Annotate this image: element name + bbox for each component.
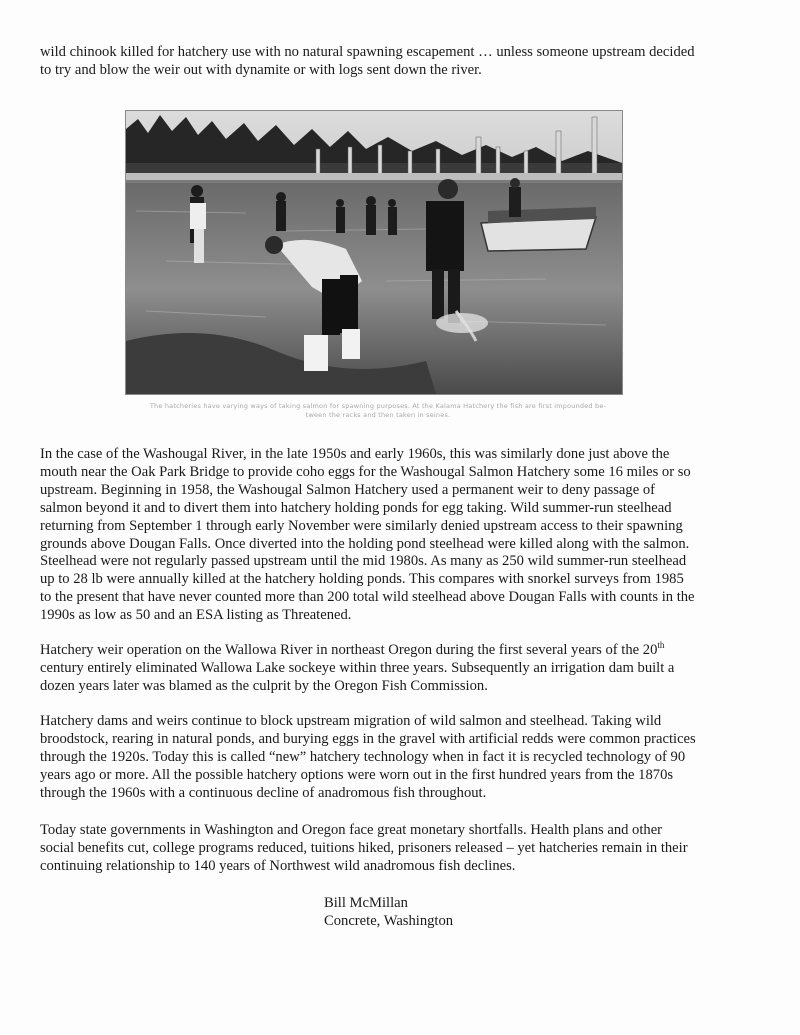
superscript: th <box>657 640 665 651</box>
text-line: to try and blow the weir out with dynamite or with logs sent down the river. <box>40 61 482 78</box>
text-line: dozen years later was blamed as the culprit by the Oregon Fish Commission. <box>40 677 488 694</box>
text-line: 1990s as low as 50 and an ESA listing as Threatened. <box>40 607 352 624</box>
text-line: In the case of the Washougal River, in the late 1950s and early 1960s, this was similarly done just above the <box>40 446 670 462</box>
text-line: years ago or more. All the possible hatchery options were worn out in the first hundred years from the 1870s <box>40 766 674 783</box>
historic-photo <box>125 110 623 395</box>
text-line <box>40 642 768 660</box>
text-line: century entirely eliminated Wallowa Lake sockeye within three years. Subsequently an irrigation dam built a <box>40 659 675 676</box>
text-line: broodstock, rearing in natural ponds, and burying eggs in the gravel with artificial redds were common practices <box>40 730 696 747</box>
text-line: returning from September 1 through early November were similarly denied upstream access to their spawning <box>40 517 683 534</box>
text-line: Today state governments in Washington and Oregon face great monetary shortfalls. Health plans and other <box>40 822 663 838</box>
text-line: grounds above Dougan Falls. Once diverted into the holding pond steelhead were killed along with the salmon. <box>40 535 690 552</box>
text-line: upstream. Beginning in 1958, the Washougal Salmon Hatchery used a permanent weir to deny passage of <box>40 481 655 498</box>
text-line: salmon beyond it and to divert them into hatchery holding ponds for egg taking. Wild summer-run steelhead <box>40 499 672 516</box>
text-line: through the 1920s. Today this is called “new” hatchery technology when in fact it is recycled technology of 90 <box>40 748 686 765</box>
text-fragment: Hatchery weir operation on the Wallowa River in northeast Oregon during the first several years of the 20 <box>40 642 658 658</box>
caption-line: The hatcheries have varying ways of taking salmon for spawning purposes. At the Kalama Hatchery the fish are first impounded be- <box>149 402 607 410</box>
paragraph-intro <box>40 44 768 80</box>
text-line: mouth near the Oak Park Bridge to provide coho eggs for the Washougal Salmon Hatchery some 16 miles or so <box>40 463 691 480</box>
text-line: wild chinook killed for hatchery use with no natural spawning escapement … unless someone upstream decided <box>40 44 695 60</box>
text-line: continuing relationship to 140 years of Northwest wild anadromous fish declines. <box>40 857 516 874</box>
text-line: social benefits cut, college programs reduced, tuitions hiked, prisoners released – yet hatcheries remain in their <box>40 839 688 856</box>
caption-line: tween the racks and then taken in seines. <box>305 411 451 419</box>
text-line: Steelhead were not regularly passed upstream until the mid 1980s. As many as 250 wild summer-run steelhead <box>40 553 687 570</box>
signature-place: Concrete, Washington <box>324 913 454 929</box>
paragraph-wallowa <box>40 642 768 696</box>
paragraph-states <box>40 822 768 876</box>
text-line: Hatchery dams and weirs continue to block upstream migration of wild salmon and steelhead. Taking wild <box>40 713 662 729</box>
paragraph-washougal <box>40 446 768 625</box>
paragraph-dams <box>40 713 768 803</box>
text-line: through the 1960s with a continuous decline of anadromous fish throughout. <box>40 784 487 801</box>
text-line: up to 28 lb were annually killed at the hatchery holding ponds. This compares with snorkel surveys from 1985 <box>40 571 684 588</box>
photo-caption <box>118 402 638 420</box>
text-line: to the present that have never counted more than 200 total wild steelhead above Dougan Falls with counts in the <box>40 589 695 606</box>
photo-illustration <box>126 111 622 394</box>
signature-name: Bill McMillan <box>324 895 408 911</box>
